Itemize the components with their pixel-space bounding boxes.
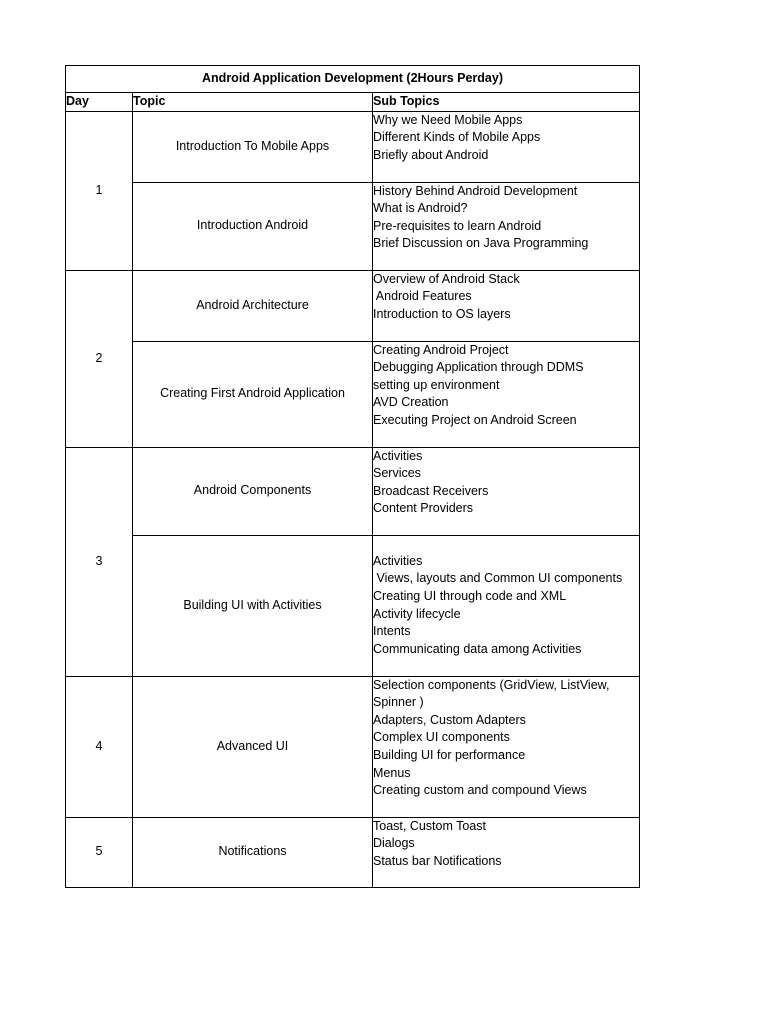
subtopic-item: Pre-requisites to learn Android bbox=[373, 218, 542, 233]
subtopics-cell bbox=[373, 676, 640, 817]
topic-name: Android Components bbox=[133, 447, 373, 535]
day-number: 4 bbox=[66, 676, 133, 817]
table-title: Android Application Development (2Hours Perday) bbox=[66, 66, 640, 93]
table-row bbox=[66, 535, 640, 676]
subtopic-item: Creating Android Project bbox=[373, 342, 509, 357]
subtopic-item: Status bar Notifications bbox=[373, 853, 502, 868]
day-number: 5 bbox=[66, 817, 133, 887]
subtopics-cell bbox=[373, 270, 640, 341]
topic-name: Notifications bbox=[133, 817, 373, 887]
subtopic-item: Adapters, Custom Adapters bbox=[373, 712, 526, 727]
table-row bbox=[66, 817, 640, 887]
subtopic-item: Activities bbox=[373, 553, 423, 568]
subtopics-cell bbox=[373, 182, 640, 270]
title-row bbox=[66, 66, 640, 93]
subtopic-item: Android Features bbox=[373, 289, 472, 304]
subtopics-cell bbox=[373, 817, 640, 887]
subtopic-item: What is Android? bbox=[373, 201, 468, 216]
header-row bbox=[66, 93, 640, 112]
table-row bbox=[66, 270, 640, 341]
topic-name: Android Architecture bbox=[133, 270, 373, 341]
topic-name: Introduction Android bbox=[133, 182, 373, 270]
topic-name: Creating First Android Application bbox=[133, 341, 373, 447]
subtopic-item: setting up environment bbox=[373, 377, 500, 392]
subtopic-item: Broadcast Receivers bbox=[373, 483, 489, 498]
table-row bbox=[66, 447, 640, 535]
subtopic-item: Creating UI through code and XML bbox=[373, 589, 567, 603]
topic-name: Building UI with Activities bbox=[133, 535, 373, 676]
subtopic-item: Content Providers bbox=[373, 501, 474, 516]
subtopic-item: Why we Need Mobile Apps bbox=[373, 112, 523, 127]
subtopic-item: Menus bbox=[373, 765, 411, 780]
day-number: 3 bbox=[66, 447, 133, 676]
header-topic: Topic bbox=[133, 93, 373, 112]
topic-name: Advanced UI bbox=[133, 676, 373, 817]
table-row bbox=[66, 111, 640, 182]
subtopic-item: Services bbox=[373, 466, 421, 481]
subtopic-item: Debugging Application through DDMS bbox=[373, 360, 584, 375]
subtopic-item: Toast, Custom Toast bbox=[373, 818, 487, 833]
subtopic-item: Activities bbox=[373, 448, 423, 463]
subtopic-item: Complex UI components bbox=[373, 730, 510, 745]
course-schedule-table bbox=[65, 65, 640, 888]
subtopic-item: Dialogs bbox=[373, 836, 415, 851]
subtopic-item: Brief Discussion on Java Programming bbox=[373, 236, 589, 251]
subtopics-cell bbox=[373, 111, 640, 182]
subtopic-item: Overview of Android Stack bbox=[373, 271, 520, 286]
subtopic-item: Building UI for performance bbox=[373, 747, 526, 762]
subtopic-item: AVD Creation bbox=[373, 395, 449, 410]
table-row bbox=[66, 676, 640, 817]
header-day: Day bbox=[66, 93, 133, 112]
subtopic-item: Activity lifecycle bbox=[373, 606, 461, 621]
day-number: 1 bbox=[66, 111, 133, 270]
table-row bbox=[66, 341, 640, 447]
subtopic-item: Introduction to OS layers bbox=[373, 306, 511, 321]
table-row bbox=[66, 182, 640, 270]
header-sub-topics: Sub Topics bbox=[373, 93, 640, 112]
subtopic-item: Communicating data among Activities bbox=[373, 641, 582, 656]
subtopics-cell bbox=[373, 447, 640, 535]
subtopic-item: Views, layouts and Common UI components bbox=[373, 571, 623, 586]
subtopic-item: Briefly about Android bbox=[373, 147, 489, 162]
subtopic-item: Executing Project on Android Screen bbox=[373, 412, 577, 427]
topic-name: Introduction To Mobile Apps bbox=[133, 111, 373, 182]
subtopic-item: Creating custom and compound Views bbox=[373, 783, 587, 798]
subtopic-item: Selection components (GridView, ListView, Spinner ) bbox=[373, 677, 610, 710]
subtopics-cell bbox=[373, 341, 640, 447]
subtopic-item: Intents bbox=[373, 624, 411, 639]
day-number: 2 bbox=[66, 270, 133, 447]
subtopics-cell bbox=[373, 535, 640, 676]
subtopic-item: History Behind Android Development bbox=[373, 183, 578, 198]
subtopic-item: Different Kinds of Mobile Apps bbox=[373, 130, 541, 145]
